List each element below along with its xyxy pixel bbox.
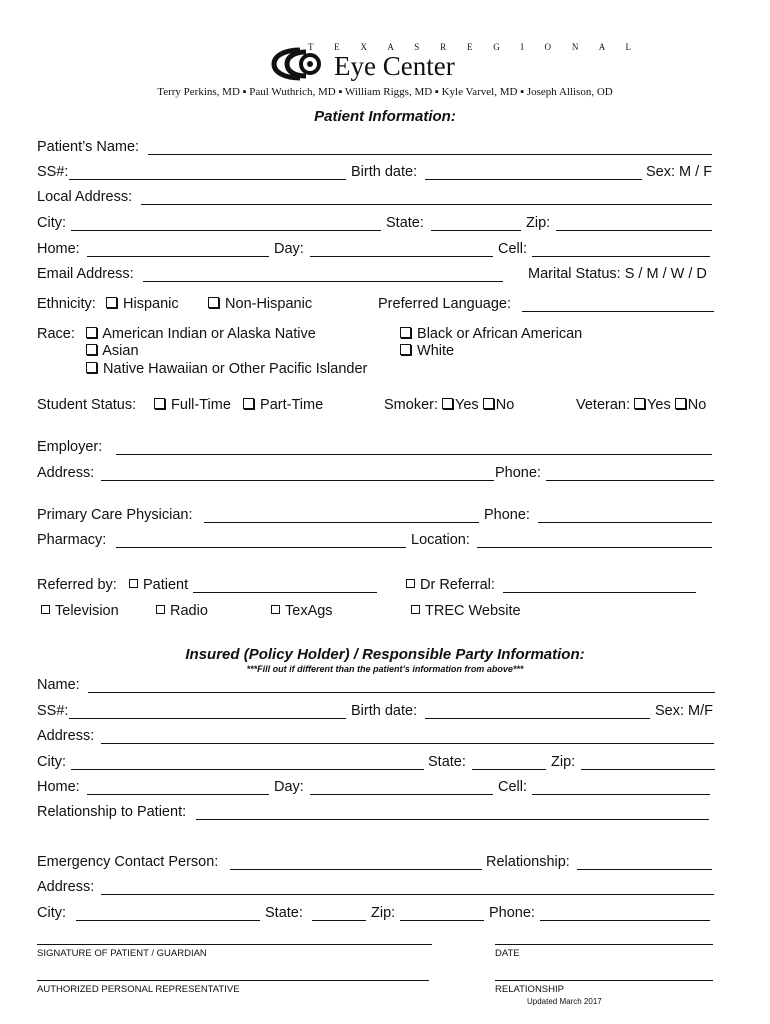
ref-tv-label: Television: [55, 603, 119, 619]
employer-address-label: Address:: [37, 465, 95, 481]
logo-title: Eye Center: [334, 51, 455, 81]
emergency-city-label: City:: [37, 905, 66, 921]
pharmacy-field[interactable]: [116, 547, 406, 548]
checkbox-icon[interactable]: [406, 579, 415, 588]
updated-note: Updated March 2017: [527, 997, 602, 1006]
race-label: Race:: [37, 326, 75, 342]
checkbox-icon[interactable]: [400, 344, 411, 355]
referral-texags-option[interactable]: [271, 603, 333, 620]
emergency-state-label: State:: [265, 905, 303, 921]
race-option-label: Native Hawaiian or Other Pacific Islander: [103, 361, 368, 377]
patient-signature-label: SIGNATURE OF PATIENT / GUARDIAN: [37, 948, 207, 959]
email-field[interactable]: [143, 281, 503, 282]
referral-dr-field[interactable]: [503, 592, 696, 593]
ethnicity-hispanic-option[interactable]: [106, 296, 179, 313]
pcp-label: Primary Care Physician:: [37, 507, 193, 523]
representative-relationship-label: RELATIONSHIP: [495, 984, 564, 995]
emergency-address-field[interactable]: [101, 894, 714, 895]
emergency-contact-field[interactable]: [230, 869, 482, 870]
race-option-native-hawaiian[interactable]: [86, 361, 367, 378]
insured-note: ***Fill out if different than the patient’s information from above***: [246, 664, 524, 674]
race-option-label: White: [417, 343, 455, 359]
day-phone-label: Day:: [274, 241, 304, 257]
signature-date-field[interactable]: [495, 944, 713, 945]
state-label: State:: [386, 215, 424, 231]
pcp-phone-field[interactable]: [538, 522, 712, 523]
pharmacy-location-field[interactable]: [477, 547, 712, 548]
race-option-label: Black or African American: [417, 326, 583, 342]
referred-by-label: Referred by:: [37, 577, 117, 593]
marital-status-label: Marital Status: S / M / W / D: [528, 266, 707, 282]
ref-dr-label: Dr Referral:: [420, 577, 495, 593]
city-field[interactable]: [71, 230, 381, 231]
race-option-label: American Indian or Alaska Native: [102, 326, 316, 342]
patient-signature-field[interactable]: [37, 944, 432, 945]
employer-phone-field[interactable]: [546, 480, 714, 481]
representative-label: AUTHORIZED PERSONAL REPRESENTATIVE: [37, 984, 240, 995]
race-option-label: Asian: [102, 343, 139, 359]
checkbox-icon[interactable]: [156, 605, 165, 614]
veteran-yes-checkbox-icon[interactable]: [634, 398, 645, 409]
insured-birth-field[interactable]: [425, 718, 650, 719]
patient-name-label: Patient’s Name:: [37, 139, 140, 155]
home-phone-field[interactable]: [87, 256, 269, 257]
insured-cell-label: Cell:: [498, 779, 528, 795]
referral-trec-option[interactable]: [411, 603, 521, 620]
pharmacy-label: Pharmacy:: [37, 532, 107, 548]
insured-ss-label: SS#:: [37, 703, 69, 719]
email-label: Email Address:: [37, 266, 134, 282]
city-label: City:: [37, 215, 66, 231]
insured-state-label: State:: [428, 754, 466, 770]
checkbox-icon[interactable]: [154, 398, 165, 409]
employer-label: Employer:: [37, 439, 103, 455]
ethnicity-non-hispanic-option[interactable]: [208, 296, 312, 313]
insured-title: Insured (Policy Holder) / Responsible Party Information:: [185, 646, 585, 663]
zip-label: Zip:: [526, 215, 551, 231]
veteran-no-label: No: [687, 397, 707, 413]
race-option-asian[interactable]: [86, 343, 139, 360]
emergency-contact-label: Emergency Contact Person:: [37, 854, 219, 870]
smoker-yes-checkbox-icon[interactable]: [442, 398, 453, 409]
emergency-address-label: Address:: [37, 879, 95, 895]
pcp-field[interactable]: [204, 522, 479, 523]
insured-city-field[interactable]: [71, 769, 424, 770]
insured-home-label: Home:: [37, 779, 80, 795]
insured-ss-field[interactable]: [69, 718, 346, 719]
insured-cell-field[interactable]: [532, 794, 710, 795]
veteran-label: Veteran:: [576, 397, 631, 413]
insured-birth-label: Birth date:: [351, 703, 418, 719]
ref-texags-label: TexAgs: [285, 603, 333, 619]
referral-patient-option[interactable]: [129, 577, 188, 594]
insured-city-label: City:: [37, 754, 66, 770]
home-phone-label: Home:: [37, 241, 80, 257]
pharmacy-location-label: Location:: [411, 532, 470, 548]
student-status-label: Student Status:: [37, 397, 137, 413]
emergency-zip-label: Zip:: [371, 905, 396, 921]
insured-name-label: Name:: [37, 677, 80, 693]
ref-trec-label: TREC Website: [425, 603, 521, 619]
logo: [270, 40, 641, 82]
checkbox-icon[interactable]: [86, 327, 97, 338]
sex-label: Sex: M / F: [646, 164, 713, 180]
veteran-group: [576, 397, 706, 414]
state-field[interactable]: [431, 230, 521, 231]
ss-field[interactable]: [69, 179, 346, 180]
checkbox-icon[interactable]: [400, 327, 411, 338]
referral-radio-option[interactable]: [156, 603, 208, 620]
smoker-group: [384, 397, 514, 414]
emergency-relationship-label: Relationship:: [486, 854, 570, 870]
ss-label: SS#:: [37, 164, 69, 180]
insured-home-field[interactable]: [87, 794, 269, 795]
emergency-phone-label: Phone:: [489, 905, 535, 921]
checkbox-icon[interactable]: [106, 297, 117, 308]
checkbox-icon[interactable]: [129, 579, 138, 588]
emergency-zip-field[interactable]: [400, 920, 484, 921]
birth-date-label: Birth date:: [351, 164, 418, 180]
preferred-language-label: Preferred Language:: [378, 296, 512, 312]
insured-name-field[interactable]: [88, 692, 715, 693]
insured-address-field[interactable]: [101, 743, 714, 744]
insured-zip-field[interactable]: [581, 769, 715, 770]
full-time-label: Full-Time: [171, 397, 231, 413]
representative-relationship-field[interactable]: [495, 980, 713, 981]
checkbox-icon[interactable]: [411, 605, 420, 614]
race-option-white[interactable]: [400, 343, 454, 360]
insured-relationship-field[interactable]: [196, 819, 709, 820]
hispanic-label: Hispanic: [123, 296, 179, 312]
logo-subtitle: T E X A S R E G I O N A L: [308, 42, 641, 52]
race-option-black[interactable]: [400, 326, 582, 343]
doctors-list: Terry Perkins, MD ▪ Paul Wuthrich, MD ▪ William Riggs, MD ▪ Kyle Varvel, MD ▪ Joseph Allison, OD: [157, 86, 613, 98]
ref-radio-label: Radio: [170, 603, 208, 619]
checkbox-icon[interactable]: [86, 362, 97, 373]
checkbox-icon[interactable]: [41, 605, 50, 614]
representative-signature-field[interactable]: [37, 980, 429, 981]
smoker-yes-label: Yes: [455, 397, 479, 413]
emergency-relationship-field[interactable]: [577, 869, 712, 870]
referral-dr-option[interactable]: [406, 577, 495, 594]
insured-day-field[interactable]: [310, 794, 493, 795]
local-address-label: Local Address:: [37, 189, 133, 205]
veteran-yes-label: Yes: [647, 397, 671, 413]
employer-field[interactable]: [116, 454, 712, 455]
preferred-language-field[interactable]: [522, 311, 714, 312]
zip-field[interactable]: [556, 230, 712, 231]
smoker-label: Smoker:: [384, 397, 438, 413]
insured-zip-label: Zip:: [551, 754, 576, 770]
insured-day-label: Day:: [274, 779, 304, 795]
employer-address-field[interactable]: [101, 480, 494, 481]
cell-phone-label: Cell:: [498, 241, 528, 257]
veteran-no-checkbox-icon[interactable]: [675, 398, 686, 409]
ethnicity-label: Ethnicity:: [37, 296, 96, 312]
smoker-no-checkbox-icon[interactable]: [483, 398, 494, 409]
patient-name-field[interactable]: [148, 154, 712, 155]
referral-patient-field[interactable]: [193, 592, 377, 593]
part-time-label: Part-Time: [260, 397, 324, 413]
smoker-no-label: No: [495, 397, 515, 413]
emergency-state-field[interactable]: [312, 920, 366, 921]
signature-date-label: DATE: [495, 948, 520, 959]
student-part-time-option[interactable]: [243, 397, 323, 414]
ref-patient-label: Patient: [143, 577, 189, 593]
insured-relationship-label: Relationship to Patient:: [37, 804, 187, 820]
local-address-field[interactable]: [141, 204, 712, 205]
birth-date-field[interactable]: [425, 179, 642, 180]
checkbox-icon[interactable]: [271, 605, 280, 614]
race-option-american-indian[interactable]: [86, 326, 316, 343]
day-phone-field[interactable]: [310, 256, 493, 257]
emergency-phone-field[interactable]: [540, 920, 710, 921]
insured-state-field[interactable]: [472, 769, 546, 770]
non-hispanic-label: Non-Hispanic: [225, 296, 313, 312]
student-full-time-option[interactable]: [154, 397, 231, 414]
checkbox-icon[interactable]: [243, 398, 254, 409]
emergency-city-field[interactable]: [76, 920, 260, 921]
insured-sex-label: Sex: M/F: [655, 703, 714, 719]
insured-address-label: Address:: [37, 728, 95, 744]
referral-tv-option[interactable]: [41, 603, 119, 620]
patient-info-title: Patient Information:: [314, 108, 456, 125]
pcp-phone-label: Phone:: [484, 507, 530, 523]
checkbox-icon[interactable]: [208, 297, 219, 308]
employer-phone-label: Phone:: [495, 465, 541, 481]
checkbox-icon[interactable]: [86, 344, 97, 355]
cell-phone-field[interactable]: [532, 256, 710, 257]
